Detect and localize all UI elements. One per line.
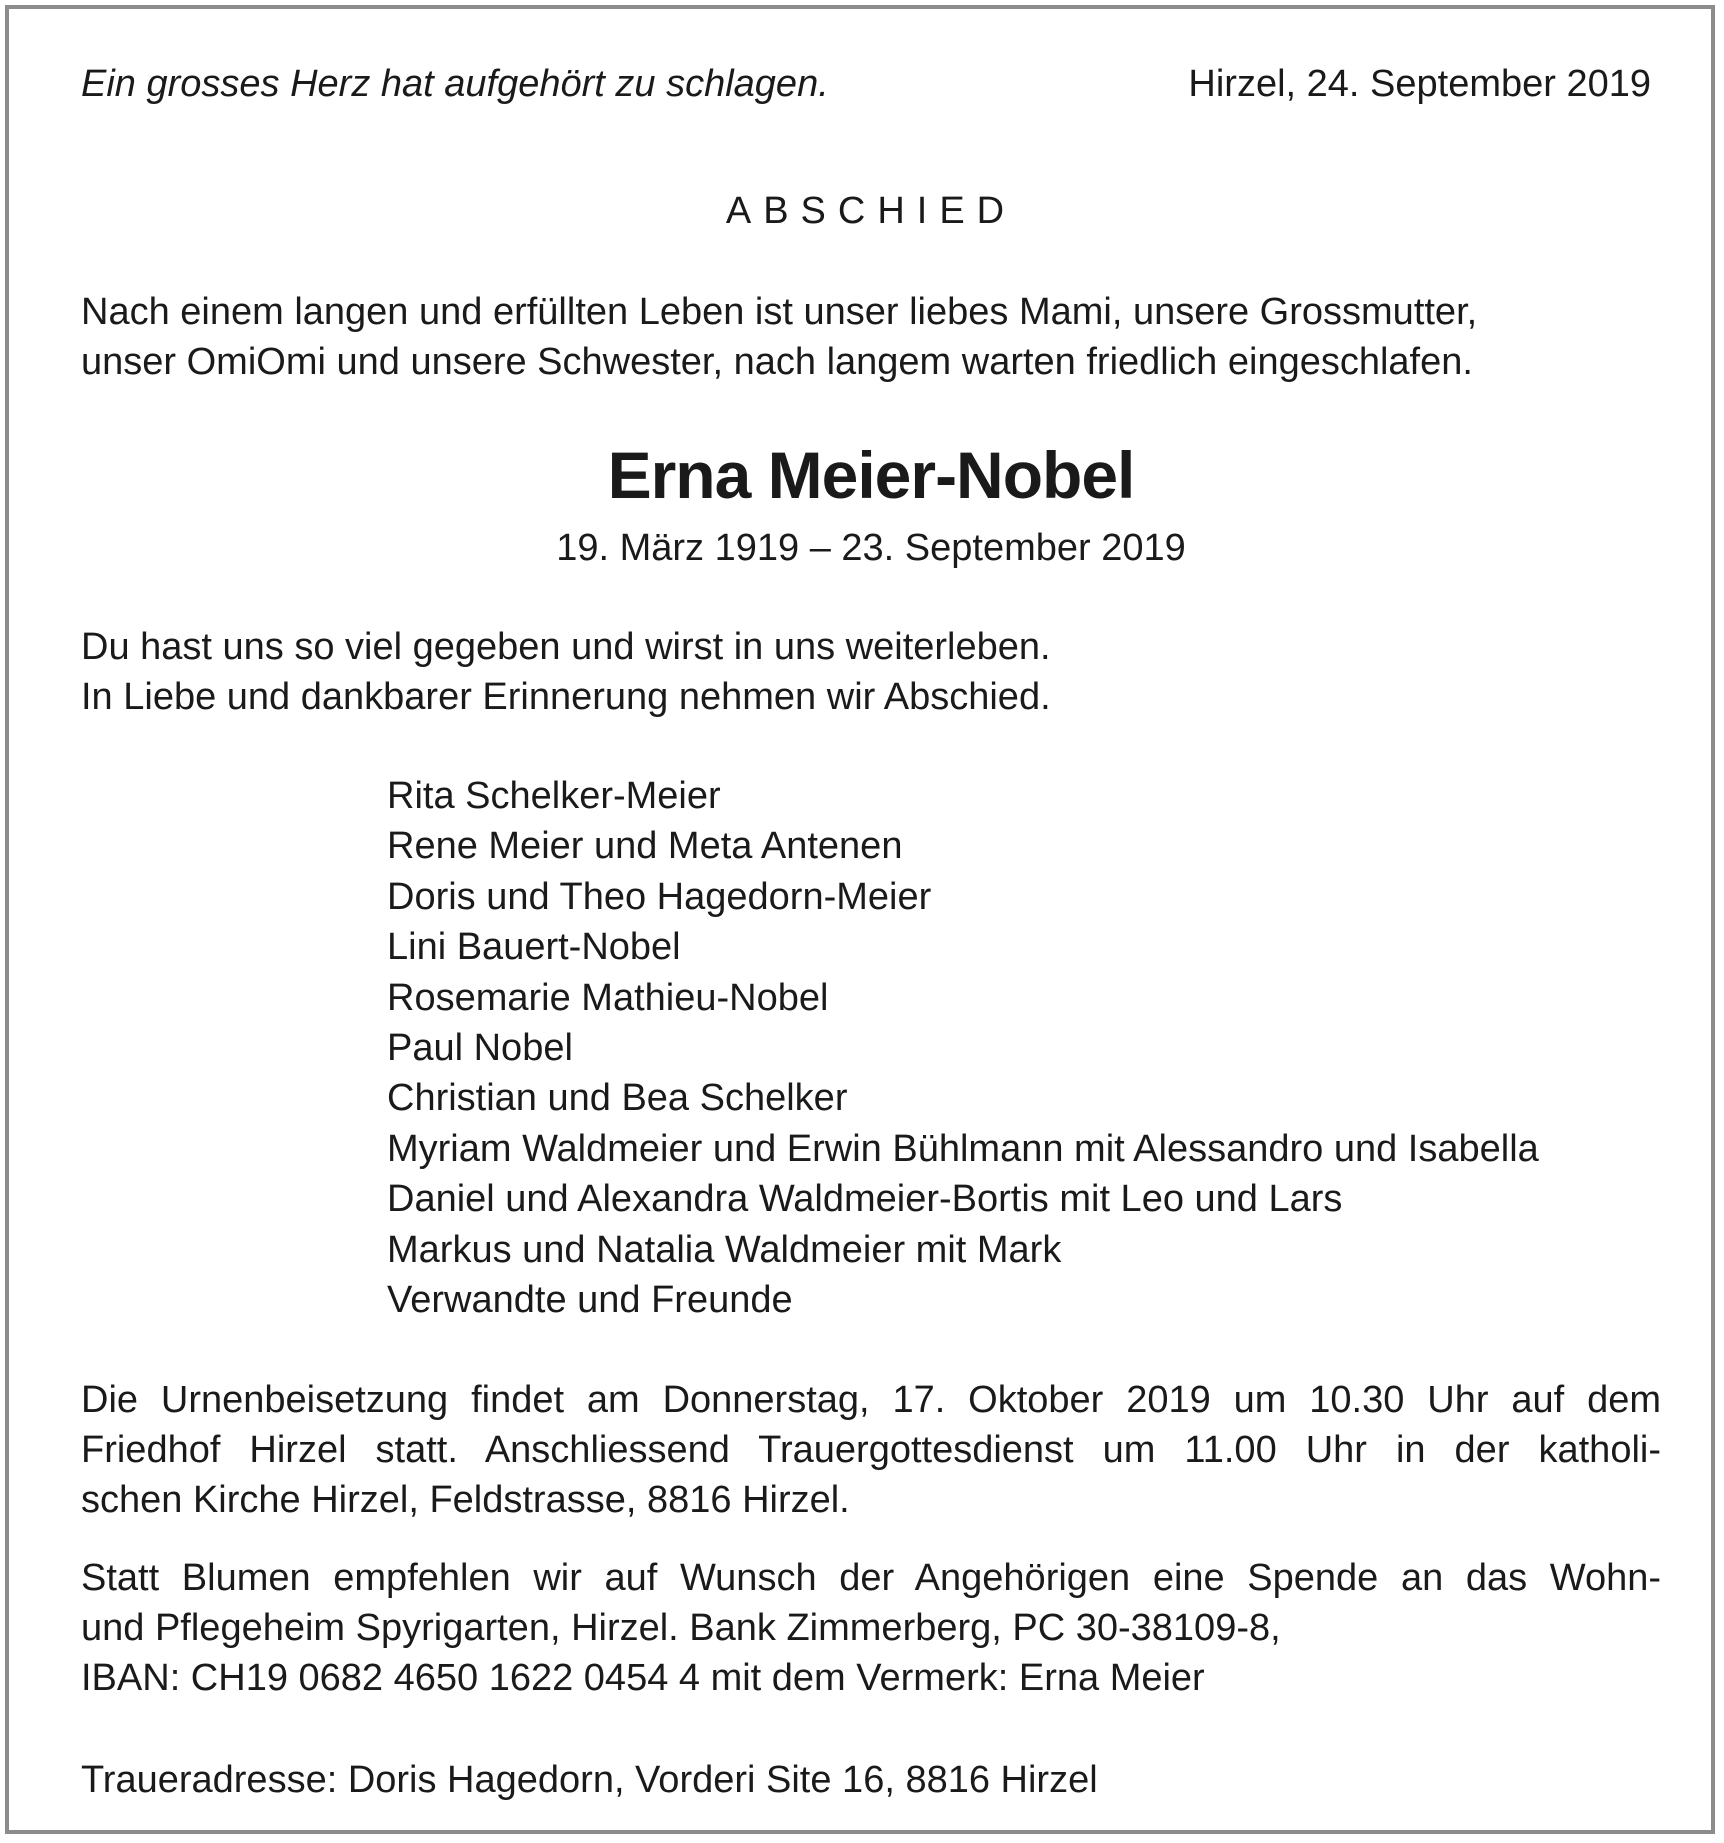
ceremony-line: schen Kirche Hirzel, Feldstrasse, 8816 Hirzel. [81, 1479, 850, 1521]
ceremony-line: Die Urnenbeisetzung findet am Donnerstag, 17. Oktober 2019 um 10.30 Uhr auf dem [81, 1379, 1661, 1421]
mourner-item: Rita Schelker-Meier [387, 775, 721, 817]
message-line: Du hast uns so viel gegeben und wirst in uns weiterleben. [81, 626, 1051, 668]
header-line [81, 59, 1661, 109]
donation-line: Statt Blumen empfehlen wir auf Wunsch der Angehörigen eine Spende an das Wohn- [81, 1557, 1661, 1599]
section-heading: ABSCHIED [725, 190, 1017, 232]
donation-line: IBAN: CH19 0682 4650 1622 0454 4 mit dem Vermerk: Erna Meier [81, 1657, 1205, 1699]
ceremony-line: Friedhof Hirzel statt. Anschliessend Trauergottesdienst um 11.00 Uhr in der katholi- [81, 1429, 1661, 1471]
intro-line: Nach einem langen und erfüllten Leben ist unser liebes Mami, unsere Grossmutter, [81, 291, 1478, 333]
mourner-item: Daniel und Alexandra Waldmeier-Bortis mit Leo und Lars [387, 1178, 1343, 1221]
deceased-name: Erna Meier-Nobel [607, 438, 1135, 512]
mourners-list [387, 771, 1539, 1325]
mourning-address: Traueradresse: Doris Hagedorn, Vorderi Site 16, 8816 Hirzel [81, 1759, 1098, 1801]
mourner-item: Rosemarie Mathieu-Nobel [387, 976, 829, 1019]
ceremony-paragraph [81, 1375, 1661, 1525]
mourner-item: Doris und Theo Hagedorn-Meier [387, 875, 932, 918]
mourner-item: Verwandte und Freunde [387, 1278, 793, 1321]
intro-paragraph [81, 287, 1661, 387]
message-line: In Liebe und dankbarer Erinnerung nehmen wir Abschied. [81, 676, 1051, 718]
mourner-item: Rene Meier und Meta Antenen [387, 825, 903, 868]
life-dates: 19. März 1919 – 23. September 2019 [556, 527, 1186, 569]
mourner-item: Myriam Waldmeier und Erwin Bühlmann mit Alessandro und Isabella [387, 1127, 1539, 1170]
farewell-message [81, 622, 1661, 722]
mourner-item: Paul Nobel [387, 1026, 573, 1069]
intro-line: unser OmiOmi und unsere Schwester, nach langem warten friedlich eingeschlafen. [81, 341, 1473, 383]
mourner-item: Christian und Bea Schelker [387, 1077, 848, 1120]
donation-paragraph [81, 1553, 1661, 1703]
notice-border [5, 5, 1715, 1834]
place-date: Hirzel, 24. September 2019 [1188, 63, 1651, 105]
motto: Ein grosses Herz hat aufgehört zu schlagen. [81, 63, 829, 105]
mourner-item: Markus und Natalia Waldmeier mit Mark [387, 1228, 1062, 1271]
mourner-item: Lini Bauert-Nobel [387, 926, 681, 969]
donation-line: und Pflegeheim Spyrigarten, Hirzel. Bank Zimmerberg, PC 30-38109-8, [81, 1607, 1281, 1649]
